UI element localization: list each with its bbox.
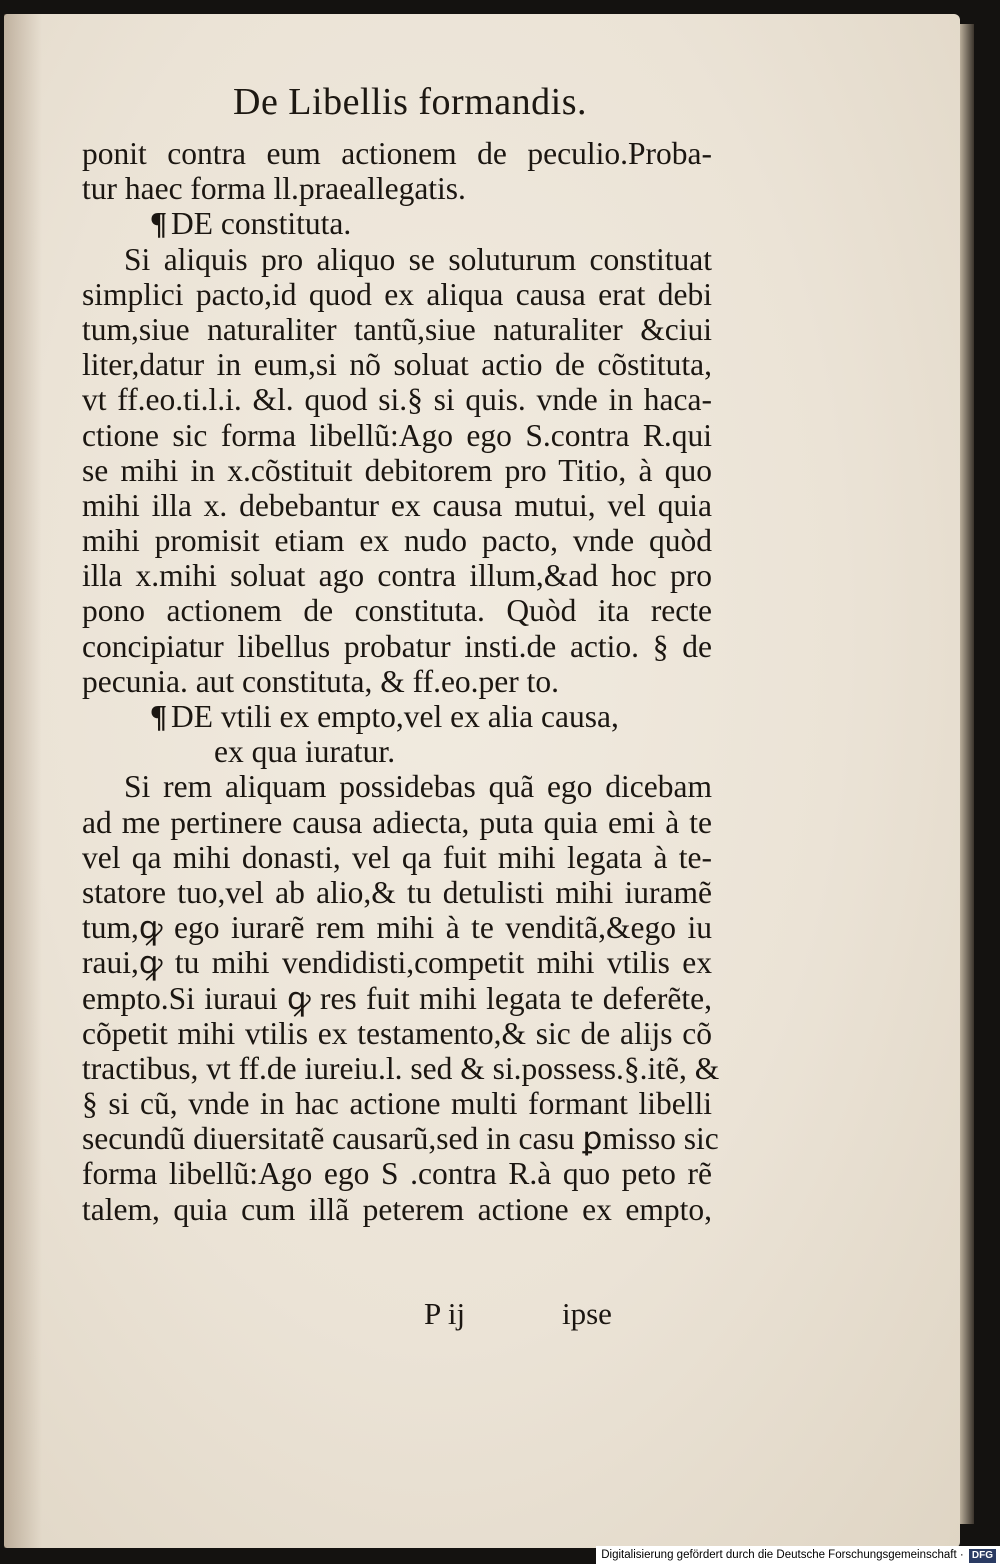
text-line: forma libellũ:Ago ego S .contra R.à quo peto rẽ (82, 1156, 712, 1192)
heading-text: DE vtili ex empto,vel ex alia causa, (171, 699, 619, 734)
text-line: tur haec forma ll.praeallegatis. (82, 171, 466, 207)
text-line: liter,datur in eum,si nõ soluat actio de cõstituta, (82, 347, 712, 383)
section-heading (82, 206, 712, 241)
text-line: vt ff.eo.ti.l.i. &l. quod si.§ si quis. vnde in haca- (82, 382, 712, 418)
text-line: secundũ diuersitatẽ causarũ,sed in casu ꝑmisso sic (82, 1121, 719, 1157)
page-edge (960, 24, 974, 1524)
text-line: talem, quia cum illã peterem actione ex empto, (82, 1191, 712, 1227)
pilcrow-icon: ¶ (150, 206, 168, 242)
text-line: tum,siue naturaliter tantũ,siue naturaliter &ciui (82, 311, 712, 347)
text-line: mihi illa x. debebantur ex causa mutui, vel quia (82, 487, 712, 523)
text-line: empto.Si iuraui ꝙ res fuit mihi legata te deferẽte, (82, 980, 712, 1016)
book-page (4, 14, 960, 1548)
text-line: statore tuo,vel ab alio,& tu detulisti mihi iuramẽ (82, 874, 712, 910)
digitization-credit (596, 1546, 1000, 1564)
section-heading (82, 699, 712, 734)
text-line: ctione sic forma libellũ:Ago ego S.contra R.qui (82, 417, 712, 453)
page-footer (4, 1296, 960, 1336)
text-line: ponit contra eum actionem de peculio.Proba- (82, 136, 712, 171)
catchword: ipse (562, 1296, 612, 1331)
text-line: pecunia. aut constituta, & ff.eo.per to. (82, 663, 560, 699)
text-line: se mihi in x.cõstituit debitorem pro Titio, à quo (82, 452, 712, 488)
text-line: ad me pertinere causa adiecta, puta quia emi à te (82, 804, 712, 840)
text-line: § si cũ, vnde in hac actione multi formant libelli (82, 1086, 712, 1122)
text-line: tractibus, vt ff.de iureiu.l. sed & si.possess.§.itẽ, & (82, 1050, 720, 1086)
text-line: tum,ꝙ ego iurarẽ rem mihi à te venditã,&ego iu (82, 910, 712, 946)
text-line: raui,ꝙ tu mihi vendidisti,competit mihi vtilis ex (82, 945, 712, 981)
running-head: De Libellis formandis. (233, 81, 587, 123)
text-line: Si rem aliquam possidebas quã ego dicebam (124, 769, 712, 805)
text-line: pono actionem de constituta. Quòd ita recte (82, 593, 712, 629)
section-heading-continuation: ex qua iuratur. (214, 734, 396, 770)
text-line: illa x.mihi soluat ago contra illum,&ad hoc pro (82, 558, 712, 594)
credit-text: Digitalisierung gefördert durch die Deutsche Forschungsgemeinschaft · (601, 1549, 964, 1561)
text-line: simplici pacto,id quod ex aliqua causa erat debi (82, 276, 712, 312)
text-line: mihi promisit etiam ex nudo pacto, vnde quòd (82, 523, 712, 559)
pilcrow-icon: ¶ (150, 699, 168, 734)
text-line: concipiatur libellus probatur insti.de actio. § de (82, 628, 712, 664)
text-line: cõpetit mihi vtilis ex testamento,& sic de alijs cõ (82, 1015, 712, 1051)
heading-text: DE constituta. (171, 206, 352, 242)
signature-mark: P ij (424, 1296, 466, 1331)
text-line: Si aliquis pro aliquo se soluturum constituat (124, 241, 712, 277)
text-block (82, 136, 720, 1227)
text-line: vel qa mihi donasti, vel qa fuit mihi legata à te- (82, 839, 712, 875)
dfg-logo-icon: DFG (969, 1549, 996, 1563)
